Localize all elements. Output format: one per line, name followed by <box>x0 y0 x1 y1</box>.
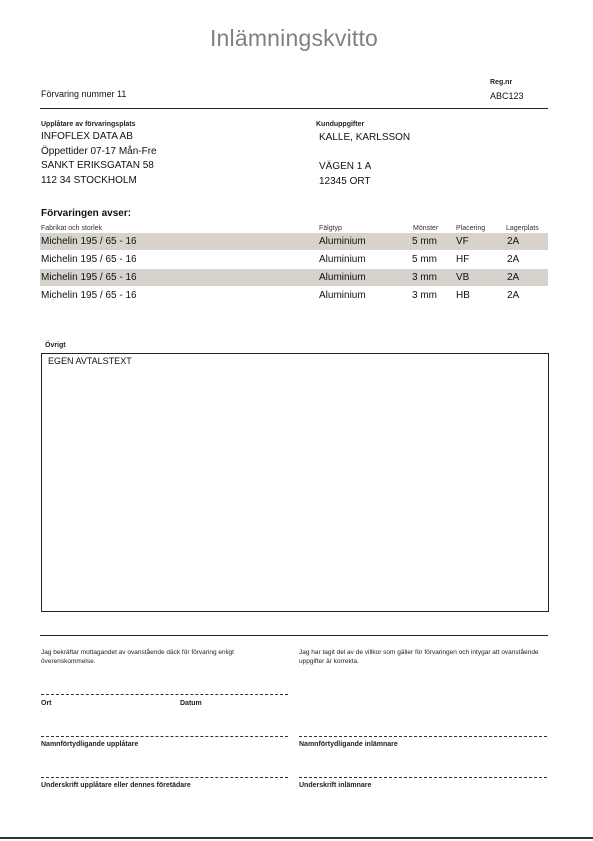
cell-tread: 3 mm <box>412 272 437 283</box>
name-lessor-line[interactable] <box>41 736 288 737</box>
column-header-rim: Fälgtyp <box>319 225 342 232</box>
cell-location: 2A <box>507 272 520 283</box>
cell-product: Michelin 195 / 65 - 16 <box>41 236 137 247</box>
datum-label: Datum <box>180 700 202 707</box>
ort-label: Ort <box>41 700 52 707</box>
sign-lessor-line[interactable] <box>41 777 288 778</box>
lessor-heading: Upplåtare av förvaringsplats <box>41 121 136 128</box>
cell-rim: Aluminium <box>319 236 366 247</box>
lessor-line: SANKT ERIKSGATAN 58 <box>41 160 154 171</box>
customer-line: KALLE, KARLSSON <box>319 132 411 143</box>
cell-position: VB <box>456 272 470 283</box>
customer-heading: Kunduppgifter <box>316 121 365 128</box>
declaration-submitter: Jag har tagit del av de villkor som gäller för förvaringen och intygar att ovanstående uppgifter är korrekta. <box>299 649 539 665</box>
regnr-value: ABC123 <box>490 91 524 101</box>
cell-position: HF <box>456 254 470 265</box>
column-header-tread: Mönster <box>413 225 439 232</box>
cell-location: 2A <box>507 254 520 265</box>
table-row <box>40 287 548 304</box>
cell-location: 2A <box>507 290 520 301</box>
lessor-block <box>41 130 157 188</box>
customer-line <box>319 146 410 161</box>
lessor-line: Öppettider 07-17 Mån-Fre <box>41 145 157 157</box>
header-divider <box>40 108 548 109</box>
column-header-location: Lagerplats <box>506 225 539 232</box>
declaration-lessor: Jag bekräftar mottagandet av ovanstående däck för förvaring enligt överenskommelse. <box>41 649 234 665</box>
cell-product: Michelin 195 / 65 - 16 <box>41 290 137 301</box>
cell-tread: 5 mm <box>412 254 437 265</box>
column-header-position: Placering <box>456 225 486 232</box>
other-textarea[interactable] <box>41 353 549 612</box>
regnr-label: Reg.nr <box>490 79 513 86</box>
name-lessor-label: Namnförtydligande upplåtare <box>41 741 139 748</box>
declaration-divider <box>40 635 548 636</box>
page-title: Inlämningskvitto <box>209 25 379 51</box>
customer-line: VÄGEN 1 A <box>319 161 372 172</box>
table-row <box>40 233 548 250</box>
sign-lessor-label: Underskrift upplåtare eller dennes företädare <box>41 782 191 789</box>
cell-location: 2A <box>507 236 520 247</box>
lessor-line: INFOFLEX DATA AB <box>41 131 133 142</box>
cell-position: VF <box>456 236 469 247</box>
lessor-line: 112 34 STOCKHOLM <box>41 174 137 186</box>
storage-number: Förvaring nummer 11 <box>41 89 127 99</box>
sign-submitter-label: Underskrift inlämnare <box>299 782 372 789</box>
column-header-product: Fabrikat och storlek <box>41 225 103 232</box>
cell-tread: 3 mm <box>412 290 437 301</box>
name-submitter-label: Namnförtydligande inlämnare <box>299 741 398 748</box>
page-bottom-border <box>0 837 593 839</box>
cell-tread: 5 mm <box>412 236 437 247</box>
cell-position: HB <box>456 290 470 301</box>
customer-line: 12345 ORT <box>319 175 371 187</box>
ort-datum-line[interactable] <box>41 694 288 695</box>
other-text: EGEN AVTALSTEXT <box>48 356 132 366</box>
other-heading: Övrigt <box>45 342 66 349</box>
customer-block <box>319 131 410 189</box>
sign-submitter-line[interactable] <box>299 777 547 778</box>
cell-product: Michelin 195 / 65 - 16 <box>41 272 137 283</box>
table-row <box>40 269 548 286</box>
storage-heading: Förvaringen avser: <box>41 208 132 219</box>
cell-rim: Aluminium <box>319 272 366 283</box>
cell-rim: Aluminium <box>319 254 366 265</box>
table-row <box>40 251 548 268</box>
cell-product: Michelin 195 / 65 - 16 <box>41 254 137 265</box>
cell-rim: Aluminium <box>319 290 366 301</box>
name-submitter-line[interactable] <box>299 736 547 737</box>
